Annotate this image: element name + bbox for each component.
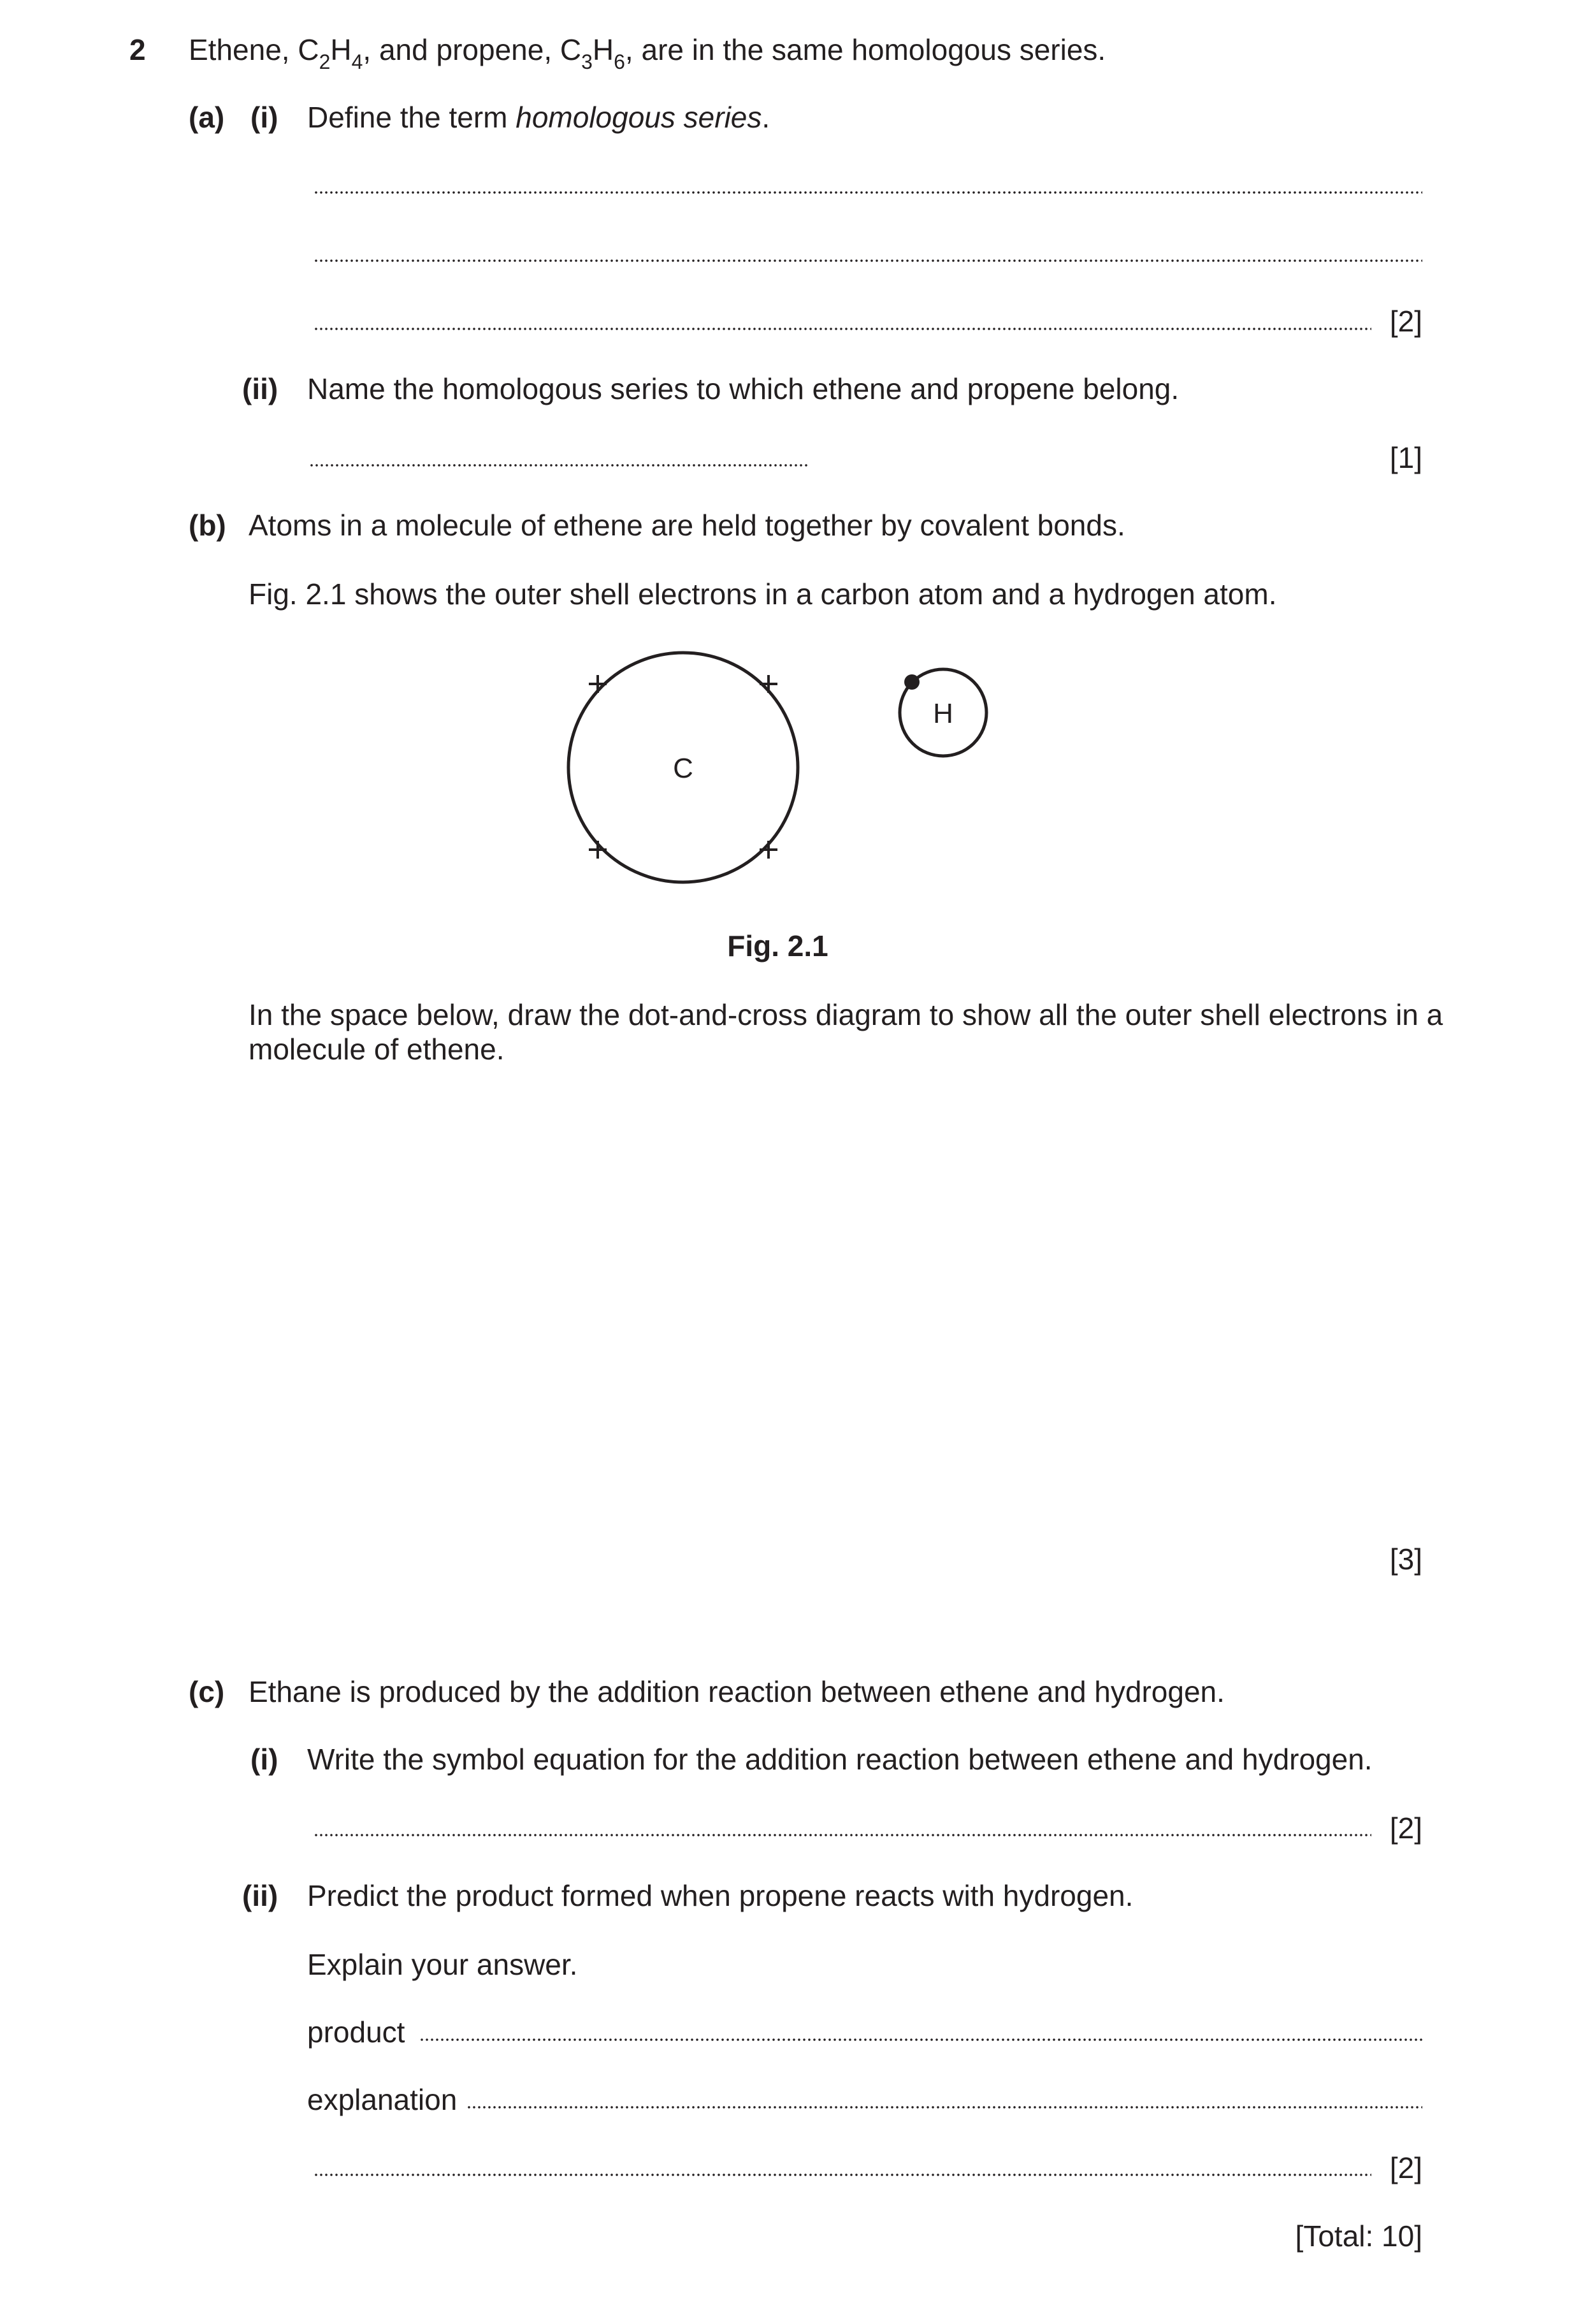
marks-a-ii: [1] xyxy=(1389,441,1422,474)
marks-c-i: [2] xyxy=(1389,1812,1422,1845)
cross-bottom-right xyxy=(760,841,777,859)
figure-2-1 xyxy=(0,0,1581,956)
answer-line-explanation-2[interactable] xyxy=(314,2174,1371,2176)
hydrogen-electron-dot xyxy=(904,674,920,690)
part-c-ii-question: Predict the product formed when propene reacts with hydrogen. xyxy=(307,1879,1134,1912)
part-c-ii-explain: Explain your answer. xyxy=(307,1948,578,1981)
part-a-ii-label: (ii) xyxy=(242,372,278,405)
hydrogen-label: H xyxy=(933,698,953,729)
marks-c-ii: [2] xyxy=(1389,2151,1422,2184)
carbon-atom xyxy=(568,653,798,882)
part-c-label: (c) xyxy=(189,1675,225,1708)
question-stem: Ethene, $C_2H_4$, and propene, $C_3H_6$, are in the same homologous series. xyxy=(189,33,1106,73)
part-b-label: (b) xyxy=(189,509,226,542)
drawing-space[interactable] xyxy=(249,1077,1422,1536)
part-a-ii-question: Name the homologous series to which ethene and propene belong. xyxy=(307,372,1180,405)
answer-line-explanation-1[interactable] xyxy=(466,2106,1422,2109)
part-c-ii-label: (ii) xyxy=(242,1879,278,1912)
cross-top-left xyxy=(589,675,607,693)
part-c-i-question: Write the symbol equation for the addition reaction between ethene and hydrogen. xyxy=(307,1743,1373,1776)
part-c-text: Ethane is produced by the addition reaction between ethene and hydrogen. xyxy=(249,1675,1225,1708)
hydrogen-atom xyxy=(900,669,986,756)
product-label: product xyxy=(307,2015,405,2049)
part-c-i-label: (i) xyxy=(250,1743,278,1776)
part-b-instruction-2: molecule of ethene. xyxy=(249,1033,505,1066)
part-b-text-2: Fig. 2.1 shows the outer shell electrons in a carbon atom and a hydrogen atom. xyxy=(249,577,1277,611)
marks-a-i: [2] xyxy=(1389,305,1422,338)
part-b-instruction-1: In the space below, draw the dot-and-cross diagram to show all the outer shell electrons in a xyxy=(249,998,1443,1031)
total-marks: [Total: 10] xyxy=(1295,2219,1422,2253)
part-a-label: (a) xyxy=(189,101,225,134)
part-a-i-label: (i) xyxy=(250,101,278,134)
marks-b: [3] xyxy=(1389,1543,1422,1576)
cross-bottom-left xyxy=(589,841,607,859)
question-number: 2 xyxy=(129,33,146,66)
part-b-text-1: Atoms in a molecule of ethene are held together by covalent bonds. xyxy=(249,509,1125,542)
figure-caption: Fig. 2.1 xyxy=(727,929,828,962)
explanation-label: explanation xyxy=(307,2083,458,2116)
cross-top-right xyxy=(760,675,777,693)
carbon-label: C xyxy=(673,753,693,784)
answer-line-product[interactable] xyxy=(419,2038,1422,2041)
answer-line-c-i[interactable] xyxy=(314,1834,1371,1836)
part-a-i-question: Define the term homologous series. xyxy=(307,101,770,134)
